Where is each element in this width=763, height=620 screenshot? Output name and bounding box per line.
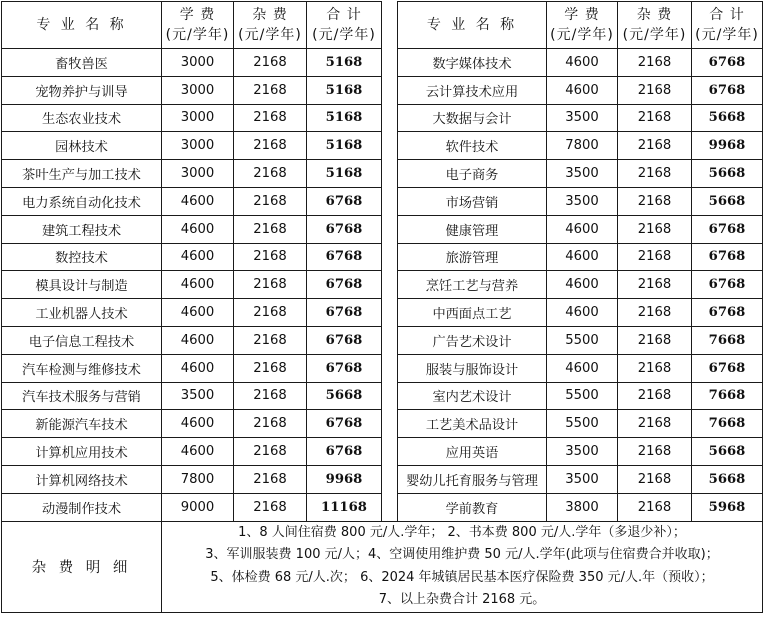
misc-fee-value: 2168 <box>618 76 692 104</box>
tuition-value: 3500 <box>547 187 618 215</box>
misc-fee-value: 2168 <box>618 493 692 521</box>
total-value: 11168 <box>307 493 382 521</box>
total-value: 6768 <box>307 271 382 299</box>
header-major-right: 专 业 名 称 <box>398 2 547 49</box>
tuition-value: 4600 <box>162 326 234 354</box>
tuition-value: 4600 <box>547 215 618 243</box>
major-name: 生态农业技术 <box>2 104 162 132</box>
total-value: 7668 <box>692 382 763 410</box>
misc-fee-value: 2168 <box>234 410 307 438</box>
tuition-value: 3500 <box>547 438 618 466</box>
fee-table <box>1 1 763 613</box>
tuition-value: 3000 <box>162 160 234 188</box>
major-name: 市场营销 <box>398 187 547 215</box>
total-value: 7668 <box>692 410 763 438</box>
total-value: 5168 <box>307 104 382 132</box>
misc-fee-value: 2168 <box>618 243 692 271</box>
misc-fee-value: 2168 <box>234 438 307 466</box>
total-value: 5968 <box>692 493 763 521</box>
tuition-value: 4600 <box>162 243 234 271</box>
total-value: 5668 <box>307 382 382 410</box>
tuition-value: 4600 <box>162 187 234 215</box>
misc-fee-value: 2168 <box>618 187 692 215</box>
total-value: 6768 <box>307 299 382 327</box>
misc-detail-line: 7、以上杂费合计 2168 元。 <box>378 592 546 608</box>
total-value: 5168 <box>307 132 382 160</box>
total-value: 6768 <box>692 299 763 327</box>
total-value: 6768 <box>692 49 763 77</box>
misc-fee-value: 2168 <box>618 271 692 299</box>
major-name: 服装与服饰设计 <box>398 354 547 382</box>
tuition-value: 3000 <box>162 49 234 77</box>
tuition-value: 3500 <box>547 104 618 132</box>
major-name: 茶叶生产与加工技术 <box>2 160 162 188</box>
tuition-value: 5500 <box>547 410 618 438</box>
tuition-value: 3500 <box>547 465 618 493</box>
major-name: 中西面点工艺 <box>398 299 547 327</box>
major-name: 电力系统自动化技术 <box>2 187 162 215</box>
misc-fee-value: 2168 <box>234 76 307 104</box>
misc-fee-value: 2168 <box>618 215 692 243</box>
misc-fee-value: 2168 <box>618 465 692 493</box>
total-value: 9968 <box>307 465 382 493</box>
total-value: 5668 <box>692 104 763 132</box>
total-value: 6768 <box>307 215 382 243</box>
total-value: 5668 <box>692 160 763 188</box>
misc-fee-value: 2168 <box>234 326 307 354</box>
misc-fee-value: 2168 <box>234 187 307 215</box>
misc-fee-value: 2168 <box>618 104 692 132</box>
total-value: 5668 <box>692 438 763 466</box>
misc-fee-value: 2168 <box>618 132 692 160</box>
total-value: 5168 <box>307 76 382 104</box>
tuition-value: 4600 <box>162 271 234 299</box>
misc-fee-value: 2168 <box>234 215 307 243</box>
tuition-value: 3800 <box>547 493 618 521</box>
header-total-left: 合 计 (元/学年) <box>307 2 382 49</box>
tuition-value: 3500 <box>547 160 618 188</box>
total-value: 6768 <box>692 76 763 104</box>
total-value: 5168 <box>307 49 382 77</box>
major-name: 室内艺术设计 <box>398 382 547 410</box>
major-name: 汽车检测与维修技术 <box>2 354 162 382</box>
major-name: 婴幼儿托育服务与管理 <box>398 465 547 493</box>
tuition-value: 4600 <box>547 243 618 271</box>
tuition-value: 9000 <box>162 493 234 521</box>
tuition-value: 4600 <box>547 354 618 382</box>
tuition-value: 4600 <box>162 299 234 327</box>
total-value: 9968 <box>692 132 763 160</box>
tuition-value: 5500 <box>547 326 618 354</box>
total-value: 6768 <box>307 438 382 466</box>
misc-detail-row <box>2 521 763 612</box>
major-name: 学前教育 <box>398 493 547 521</box>
major-name: 应用英语 <box>398 438 547 466</box>
total-value: 7668 <box>692 326 763 354</box>
header-tuition-right: 学 费 (元/学年) <box>547 2 618 49</box>
major-name: 健康管理 <box>398 215 547 243</box>
tuition-value: 3000 <box>162 132 234 160</box>
misc-fee-value: 2168 <box>234 382 307 410</box>
major-name: 计算机应用技术 <box>2 438 162 466</box>
major-name: 软件技术 <box>398 132 547 160</box>
misc-fee-value: 2168 <box>618 299 692 327</box>
major-name: 电子商务 <box>398 160 547 188</box>
major-name: 汽车技术服务与营销 <box>2 382 162 410</box>
major-name: 新能源汽车技术 <box>2 410 162 438</box>
tuition-value: 5500 <box>547 382 618 410</box>
total-value: 6768 <box>307 354 382 382</box>
major-name: 旅游管理 <box>398 243 547 271</box>
total-value: 5668 <box>692 187 763 215</box>
major-name: 工艺美术品设计 <box>398 410 547 438</box>
header-row <box>2 2 763 49</box>
major-name: 宠物养护与训导 <box>2 76 162 104</box>
misc-fee-value: 2168 <box>234 160 307 188</box>
tuition-value: 4600 <box>547 271 618 299</box>
major-name: 烹饪工艺与营养 <box>398 271 547 299</box>
tuition-value: 7800 <box>162 465 234 493</box>
misc-fee-value: 2168 <box>618 410 692 438</box>
misc-detail-line: 1、8 人间住宿费 800 元/人.学年； 2、书本费 800 元/人.学年（多退少补）； <box>238 524 686 540</box>
major-name: 数控技术 <box>2 243 162 271</box>
column-gap <box>382 2 398 522</box>
header-major-left: 专 业 名 称 <box>2 2 162 49</box>
header-total-right: 合 计 (元/学年) <box>692 2 763 49</box>
major-name: 畜牧兽医 <box>2 49 162 77</box>
total-value: 5668 <box>692 465 763 493</box>
misc-fee-value: 2168 <box>234 271 307 299</box>
tuition-value: 3500 <box>162 382 234 410</box>
misc-detail-line: 3、军训服装费 100 元/人；4、空调使用维护费 50 元/人.学年(此项与住宿费合并收取)； <box>205 547 719 563</box>
total-value: 6768 <box>307 410 382 438</box>
total-value: 5168 <box>307 160 382 188</box>
major-name: 电子信息工程技术 <box>2 326 162 354</box>
misc-fee-value: 2168 <box>234 104 307 132</box>
misc-fee-value: 2168 <box>234 493 307 521</box>
header-misc-right: 杂 费 (元/学年) <box>618 2 692 49</box>
tuition-value: 4600 <box>162 215 234 243</box>
misc-fee-value: 2168 <box>234 299 307 327</box>
total-value: 6768 <box>307 243 382 271</box>
misc-detail-label: 杂 费 明 细 <box>2 521 162 612</box>
tuition-value: 4600 <box>162 354 234 382</box>
misc-detail-line: 5、体检费 68 元/人.次； 6、2024 年城镇居民基本医疗保险费 350 元/人.年（预收）； <box>210 569 714 585</box>
tuition-value: 7800 <box>547 132 618 160</box>
major-name: 工业机器人技术 <box>2 299 162 327</box>
misc-fee-value: 2168 <box>234 243 307 271</box>
misc-fee-value: 2168 <box>234 354 307 382</box>
misc-fee-value: 2168 <box>618 438 692 466</box>
major-name: 云计算技术应用 <box>398 76 547 104</box>
misc-fee-value: 2168 <box>618 326 692 354</box>
total-value: 6768 <box>307 326 382 354</box>
misc-fee-value: 2168 <box>234 132 307 160</box>
total-value: 6768 <box>692 243 763 271</box>
major-name: 建筑工程技术 <box>2 215 162 243</box>
misc-fee-value: 2168 <box>234 49 307 77</box>
major-name: 广告艺术设计 <box>398 326 547 354</box>
tuition-value: 4600 <box>162 438 234 466</box>
misc-fee-value: 2168 <box>618 160 692 188</box>
total-value: 6768 <box>307 187 382 215</box>
header-tuition-left: 学 费 (元/学年) <box>162 2 234 49</box>
total-value: 6768 <box>692 354 763 382</box>
tuition-value: 4600 <box>547 299 618 327</box>
major-name: 计算机网络技术 <box>2 465 162 493</box>
misc-fee-value: 2168 <box>234 465 307 493</box>
major-name: 模具设计与制造 <box>2 271 162 299</box>
header-misc-left: 杂 费 (元/学年) <box>234 2 307 49</box>
tuition-value: 4600 <box>547 49 618 77</box>
tuition-value: 3000 <box>162 104 234 132</box>
misc-fee-value: 2168 <box>618 49 692 77</box>
total-value: 6768 <box>692 215 763 243</box>
total-value: 6768 <box>692 271 763 299</box>
tuition-value: 4600 <box>162 410 234 438</box>
misc-fee-value: 2168 <box>618 354 692 382</box>
major-name: 数字媒体技术 <box>398 49 547 77</box>
major-name: 园林技术 <box>2 132 162 160</box>
misc-fee-value: 2168 <box>618 382 692 410</box>
tuition-value: 3000 <box>162 76 234 104</box>
misc-detail-content <box>162 521 763 612</box>
tuition-value: 4600 <box>547 76 618 104</box>
major-name: 大数据与会计 <box>398 104 547 132</box>
major-name: 动漫制作技术 <box>2 493 162 521</box>
